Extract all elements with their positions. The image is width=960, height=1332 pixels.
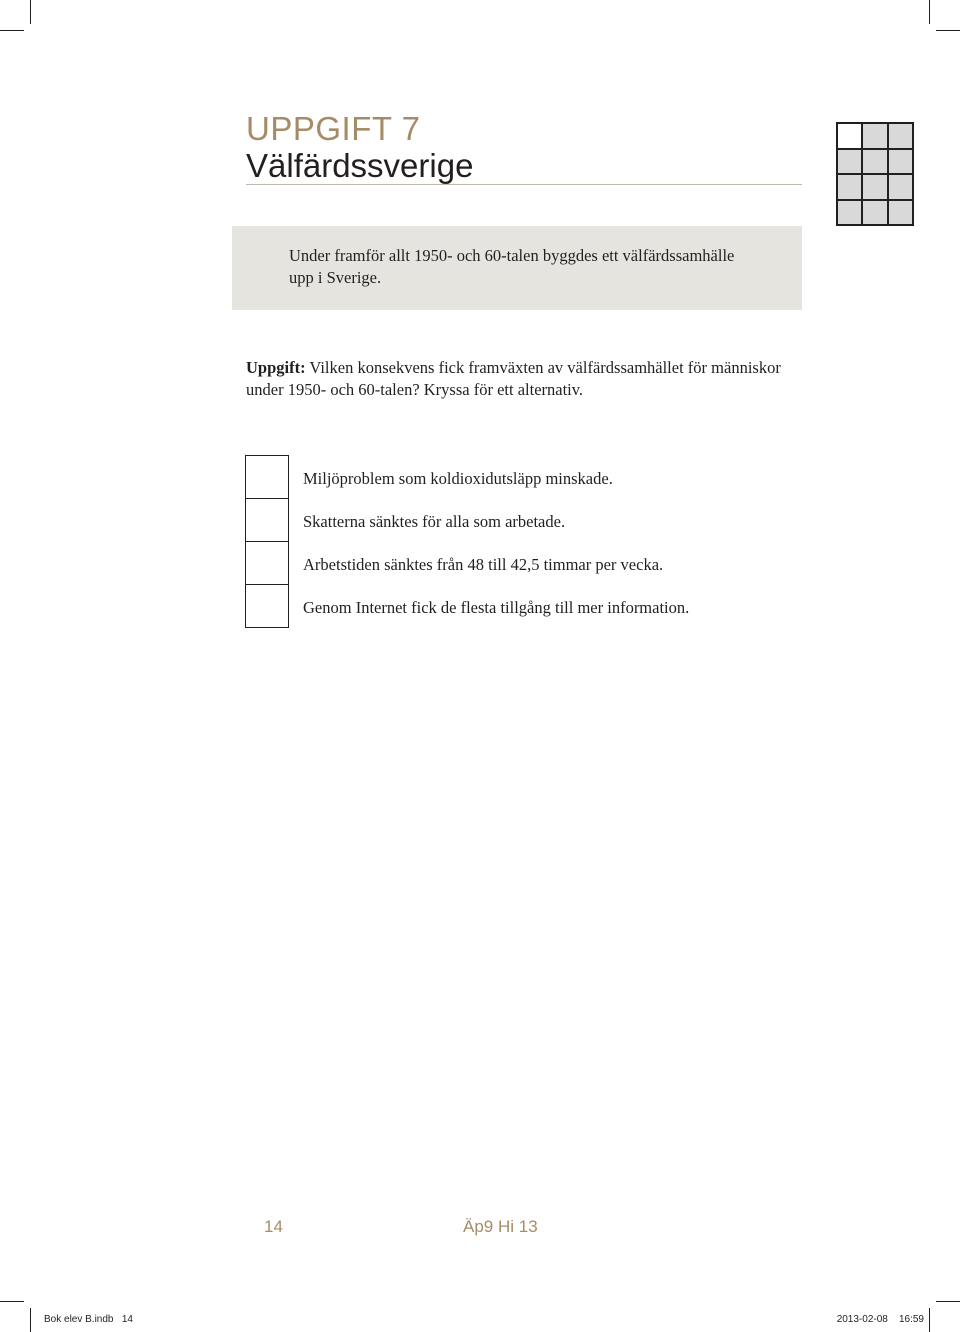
course-code: Äp9 Hi 13 <box>463 1217 538 1236</box>
grid-cell <box>862 174 887 200</box>
slug-file <box>44 1314 133 1325</box>
answer-label: Miljöproblem som koldioxidutsläpp minskade. <box>303 469 613 488</box>
crop-mark <box>30 0 31 24</box>
intro-box <box>232 226 802 310</box>
crop-mark <box>936 30 960 31</box>
task-number: UPPGIFT 7 <box>246 110 421 147</box>
crop-mark <box>936 1301 960 1302</box>
slug-time: 16:59 <box>898 1314 924 1325</box>
answer-checkbox[interactable] <box>245 455 289 499</box>
page-title: Välfärdssverige <box>246 147 474 184</box>
grid-cell <box>837 149 862 175</box>
answer-checkbox[interactable] <box>245 584 289 628</box>
answer-label: Skatterna sänktes för alla som arbetade. <box>303 512 566 531</box>
intro-line: Under framför allt 1950- och 60-talen byggdes ett välfärdssamhälle <box>289 246 735 265</box>
crop-mark <box>929 1308 930 1332</box>
answer-checkbox[interactable] <box>245 541 289 585</box>
grid-cell <box>837 123 862 149</box>
task-question <box>246 357 816 401</box>
task-line: under 1950- och 60-talen? Kryssa för ett alternativ. <box>246 380 584 399</box>
grid-cell <box>837 174 862 200</box>
title-divider <box>246 184 802 185</box>
grid-cell <box>862 149 887 175</box>
crop-mark <box>30 1308 31 1332</box>
crop-mark <box>0 1301 24 1302</box>
grid-cell <box>888 200 913 226</box>
grid-cell <box>888 123 913 149</box>
grid-cell <box>888 174 913 200</box>
task-line <box>246 357 816 379</box>
grid-cell <box>862 200 887 226</box>
grid-cell <box>862 123 887 149</box>
answer-label: Arbetstiden sänktes från 48 till 42,5 timmar per vecka. <box>303 555 664 574</box>
grid-cell <box>888 149 913 175</box>
intro-line: upp i Sverige. <box>289 268 382 287</box>
crop-mark <box>929 0 930 24</box>
slug-timestamp <box>837 1314 924 1325</box>
slug-page: 14 <box>121 1314 133 1325</box>
task-text: Vilken konsekvens fick framväxten av välfärdssamhället för människor <box>305 358 781 377</box>
crop-mark <box>0 30 24 31</box>
page-number: 14 <box>264 1217 283 1236</box>
slug-date: 2013-02-08 <box>836 1314 888 1325</box>
answer-checkbox[interactable] <box>245 498 289 542</box>
answer-label: Genom Internet fick de flesta tillgång till mer information. <box>303 598 690 617</box>
skill-grid-icon <box>836 122 914 226</box>
title-block <box>246 110 802 185</box>
grid-cell <box>837 200 862 226</box>
slug-filename: Bok elev B.indb <box>44 1314 114 1325</box>
task-label: Uppgift: <box>246 358 306 377</box>
